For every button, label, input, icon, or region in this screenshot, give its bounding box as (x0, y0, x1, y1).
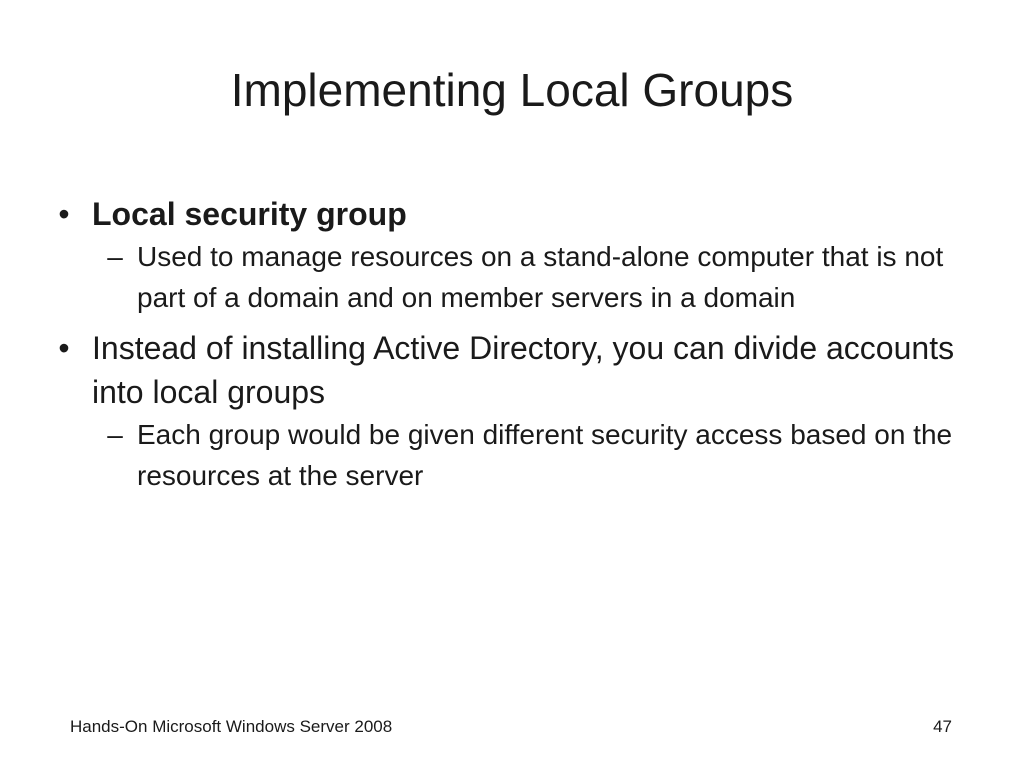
bullet-item (0, 326, 1024, 414)
sub-bullet-text: Used to manage resources on a stand-alone computer that is not part of a domain and on member servers in a domain (137, 241, 944, 313)
dash-marker: – (107, 241, 123, 272)
bullet-text: Local security group (92, 196, 407, 232)
sub-bullet-item (0, 236, 1024, 318)
bullet-text: Instead of installing Active Directory, you can divide accounts into local groups (92, 330, 955, 410)
slide-body (0, 192, 1024, 496)
bullet-marker: • (58, 196, 70, 232)
bullet-marker: • (58, 330, 70, 366)
slide-title: Implementing Local Groups (230, 64, 794, 116)
page-number: 47 (933, 717, 952, 736)
sub-bullet-item (0, 414, 1024, 496)
sub-bullet-text: Each group would be given different security access based on the resources at the server (137, 419, 953, 491)
bullet-item (0, 192, 1024, 236)
dash-marker: – (107, 419, 123, 450)
footer-title: Hands-On Microsoft Windows Server 2008 (70, 717, 393, 736)
